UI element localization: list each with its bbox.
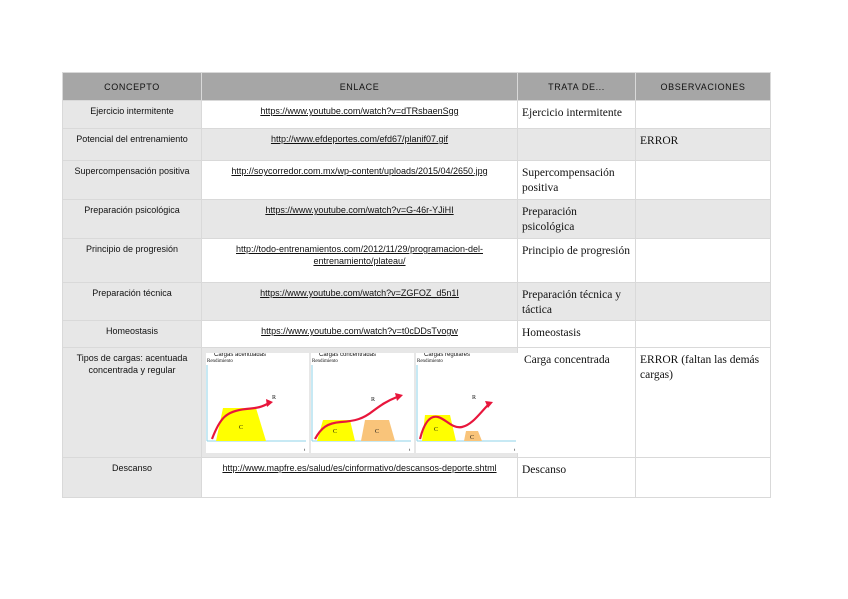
r-label: R xyxy=(272,395,277,401)
trata-cell: Preparación técnica y táctica xyxy=(522,289,621,316)
obs-cell: ERROR (faltan las demás cargas) xyxy=(640,354,760,381)
panel-title: Cargas concentradas xyxy=(319,353,377,358)
panel-title: Cargas acentuadas xyxy=(214,353,267,358)
table-row xyxy=(63,239,771,283)
obs-cell xyxy=(636,458,770,463)
carga-regular-image xyxy=(416,353,519,453)
enlace-link[interactable]: http://todo-entrenamientos.com/2012/11/29/programacion-del-entrenamiento/plateau/ xyxy=(236,244,483,266)
concepto-cell: Descanso xyxy=(111,463,153,473)
trata-cell: Supercompensación positiva xyxy=(522,167,615,194)
header-enlace: ENLACE xyxy=(202,73,518,101)
obs-cell xyxy=(636,101,770,106)
c-label: C xyxy=(470,435,475,441)
enlace-link[interactable]: https://www.youtube.com/watch?v=ZGFOZ_d5n1I xyxy=(260,288,459,298)
svg-text:t: t xyxy=(304,447,306,452)
carga-acentuada-image xyxy=(206,353,309,453)
obs-cell: ERROR xyxy=(640,135,679,147)
conceptos-table xyxy=(62,72,771,498)
c-label: C xyxy=(375,429,380,435)
concepto-cell: Preparación psicológica xyxy=(84,205,180,215)
trata-cell: Descanso xyxy=(522,464,567,476)
concepto-cell: Preparación técnica xyxy=(92,288,172,298)
table-row xyxy=(63,321,771,348)
svg-text:t: t xyxy=(514,447,516,452)
c-label: C xyxy=(434,427,439,433)
header-concepto: CONCEPTO xyxy=(63,73,202,101)
obs-cell xyxy=(636,239,770,244)
concepto-cell: Homeostasis xyxy=(105,326,159,336)
enlace-link[interactable]: https://www.youtube.com/watch?v=dTRsbaenSgg xyxy=(260,106,459,116)
header-observaciones: OBSERVACIONES xyxy=(636,73,771,101)
r-label: R xyxy=(472,395,477,401)
enlace-link[interactable]: https://www.youtube.com/watch?v=t0cDDsTvogw xyxy=(261,326,458,336)
table-row xyxy=(63,283,771,321)
c-label: C xyxy=(239,425,244,431)
concepto-cell: Tipos de cargas: acentuada concentrada y regular xyxy=(76,353,188,375)
concepto-cell: Ejercicio intermitente xyxy=(90,106,174,116)
trata-cell: Carga concentrada xyxy=(524,354,610,366)
table-row xyxy=(63,101,771,129)
obs-cell xyxy=(636,161,770,166)
enlace-link[interactable]: https://www.youtube.com/watch?v=G-46r-YJiHI xyxy=(265,205,454,215)
obs-cell xyxy=(636,283,770,288)
enlace-link[interactable]: http://www.mapfre.es/salud/es/cinformativo/descansos-deporte.shtml xyxy=(222,463,497,473)
cargas-image-strip xyxy=(202,348,517,457)
carga-concentrada-image xyxy=(311,353,414,453)
table-row xyxy=(63,161,771,200)
table-row xyxy=(63,348,771,458)
obs-cell xyxy=(636,321,770,326)
table-row xyxy=(63,129,771,161)
y-axis-label: Rendimiento xyxy=(207,359,233,364)
obs-cell xyxy=(636,200,770,205)
trata-cell: Ejercicio intermitente xyxy=(522,107,622,119)
header-trata: TRATA DE... xyxy=(518,73,636,101)
trata-cell: Preparación psicológica xyxy=(522,206,577,233)
r-label: R xyxy=(371,397,376,403)
concepto-cell: Principio de progresión xyxy=(85,244,179,254)
y-axis-label: Rendimiento xyxy=(417,359,443,364)
concepto-cell: Supercompensación positiva xyxy=(74,166,190,176)
header-row xyxy=(63,73,771,101)
y-axis-label: Rendimiento xyxy=(312,359,338,364)
c-label: C xyxy=(333,429,338,435)
concepto-cell: Potencial del entrenamiento xyxy=(76,134,188,144)
table-row xyxy=(63,200,771,239)
trata-cell xyxy=(518,129,635,134)
trata-cell: Principio de progresión xyxy=(522,245,630,257)
trata-cell: Homeostasis xyxy=(522,327,581,339)
svg-text:t: t xyxy=(409,447,411,452)
enlace-link[interactable]: http://www.efdeportes.com/efd67/planif07.gif xyxy=(270,134,449,144)
table-row xyxy=(63,458,771,498)
enlace-link[interactable]: http://soycorredor.com.mx/wp-content/uploads/2015/04/2650.jpg xyxy=(231,166,488,176)
panel-title: Cargas regulares xyxy=(424,353,471,358)
